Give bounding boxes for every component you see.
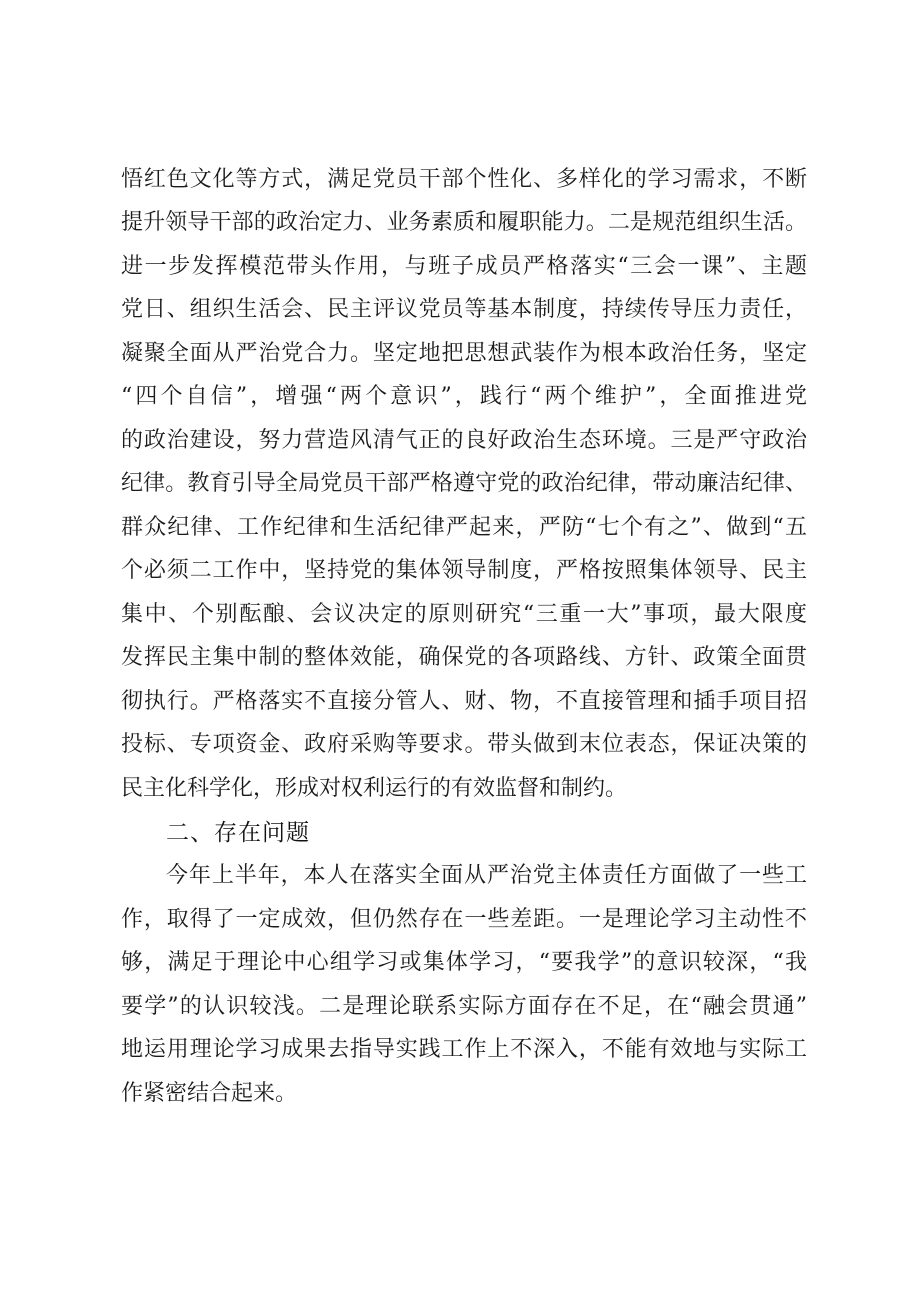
paragraph-line: 凝聚全面从严治党合力。坚定地把思想武装作为根本政治任务，坚定 (121, 341, 807, 366)
paragraph-line: 地运用理论学习成果去指导实践工作上不深入，不能有效地与实际工 (121, 1037, 807, 1062)
paragraph-line: 个必须二工作中，坚持党的集体领导制度，严格按照集体领导、民主 (121, 558, 807, 583)
paragraph-line: 民主化科学化，形成对权利运行的有效监督和制约。 (121, 776, 628, 801)
paragraph-line: 今年上半年，本人在落实全面从严治党主体责任方面做了一些工 (166, 863, 807, 888)
paragraph-line: 发挥民主集中制的整体效能，确保党的各项路线、方针、政策全面贯 (121, 645, 807, 670)
paragraph-line: 要学”的认识较浅。二是理论联系实际方面存在不足，在“融会贯通” (121, 994, 807, 1019)
paragraph-line: 的政治建设，努力营造风清气正的良好政治生态环境。三是严守政治 (121, 428, 807, 453)
paragraph-line: 群众纪律、工作纪律和生活纪律严起来，严防“七个有之”、做到“五 (121, 515, 807, 540)
paragraph-line: 党日、组织生活会、民主评议党员等基本制度，持续传导压力责任， (121, 297, 807, 322)
paragraph-line: 悟红色文化等方式，满足党员干部个性化、多样化的学习需求，不断 (121, 167, 807, 192)
paragraph-line: “四个自信”，增强“两个意识”，践行“两个维护”，全面推进党 (121, 384, 807, 409)
paragraph-line: 投标、专项资金、政府采购等要求。带头做到末位表态，保证决策的 (121, 732, 807, 757)
paragraph-line: 纪律。教育引导全局党员干部严格遵守党的政治纪律，带动廉洁纪律、 (121, 471, 807, 496)
paragraph-line: 够，满足于理论中心组学习或集体学习，“要我学”的意识较深，“我 (121, 950, 807, 975)
paragraph-line: 彻执行。严格落实不直接分管人、财、物，不直接管理和插手项目招 (121, 689, 807, 714)
section-heading: 二、存在问题 (166, 820, 310, 846)
paragraph-line: 进一步发挥模范带头作用，与班子成员严格落实“三会一课”、主题 (121, 254, 807, 279)
paragraph-line: 集中、个别酝酿、会议决定的原则研究“三重一大”事项，最大限度 (121, 602, 807, 627)
paragraph-line: 作紧密结合起来。 (121, 1081, 298, 1106)
paragraph-line: 作，取得了一定成效，但仍然存在一些差距。一是理论学习主动性不 (121, 907, 807, 932)
paragraph-line: 提升领导干部的政治定力、业务素质和履职能力。二是规范组织生活。 (121, 210, 807, 235)
